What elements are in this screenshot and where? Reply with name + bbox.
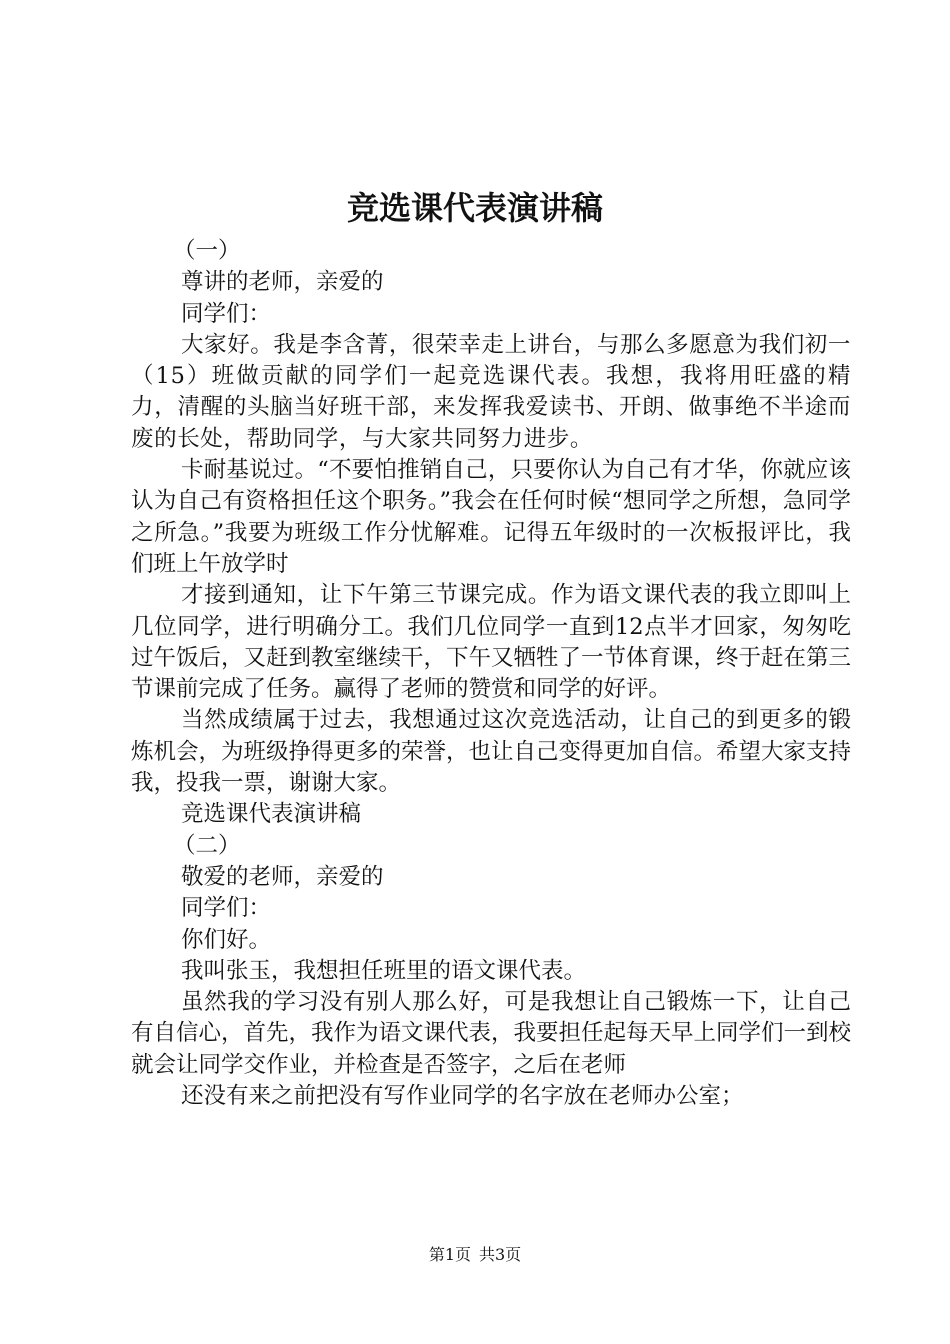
paragraph: 才接到通知，让下午第三节课完成。作为语文课代表的我立即叫上几位同学，进行明确分工。我们几位同学一直到12点半才回家，匆匆吃过午饭后，又赶到教室继续干，下午又牺牲了一节体育课，终于赶在第三节课前完成了任务。赢得了老师的赞赏和同学的好评。 [131, 582, 852, 703]
salutation-line: 同学们： [181, 300, 272, 327]
paragraph: 大家好。我是李含菁，很荣幸走上讲台，与那么多愿意为我们初一（15）班做贡献的同学们一起竞选课代表。我想，我将用旺盛的精力，清醒的头脑当好班干部，来发挥我爱读书、开朗、做事绝不半途而废的长处，帮助同学，与大家共同努力进步。 [131, 331, 851, 452]
paragraph: 卡耐基说过。“不要怕推销自己，只要你认为自己有才华，你就应该认为自己有资格担任这个职务。”我会在任何时候“想同学之所想，急同学之所急。”我要为班级工作分忧解难。记得五年级时的一次板报评比，我们班上午放学时 [131, 457, 851, 577]
paragraph: 当然成绩属于过去，我想通过这次竞选活动，让自己的到更多的锻炼机会，为班级挣得更多的荣誉，也让自己变得更加自信。希望大家支持我，投我一票，谢谢大家。 [131, 707, 852, 797]
paragraph: 还没有来之前把没有写作业同学的名字放在老师办公室； [181, 1083, 744, 1110]
salutation-line: 同学们： [181, 895, 272, 922]
section-marker: （一） [173, 238, 241, 264]
page-title: 竞选课代表演讲稿 [346, 189, 603, 227]
page-total: 共3页 [479, 1245, 522, 1264]
section-heading: 竞选课代表演讲稿 [181, 801, 362, 828]
intro-line: 我叫张玉，我想担任班里的语文课代表。 [181, 957, 587, 984]
document-body [131, 236, 851, 1112]
section-marker: （二） [173, 832, 241, 859]
salutation-line: 敬爱的老师，亲爱的 [181, 863, 384, 890]
greeting-line: 你们好。 [181, 926, 272, 953]
page-number: 第1页 [428, 1245, 471, 1264]
salutation-line: 尊讲的老师，亲爱的 [181, 269, 384, 296]
paragraph: 虽然我的学习没有别人那么好，可是我想让自己锻炼一下，让自己有自信心，首先，我作为语文课代表，我要担任起每天早上同学们一到校就会让同学交作业，并检查是否签字，之后在老师 [131, 989, 852, 1078]
page-footer [0, 1244, 950, 1266]
